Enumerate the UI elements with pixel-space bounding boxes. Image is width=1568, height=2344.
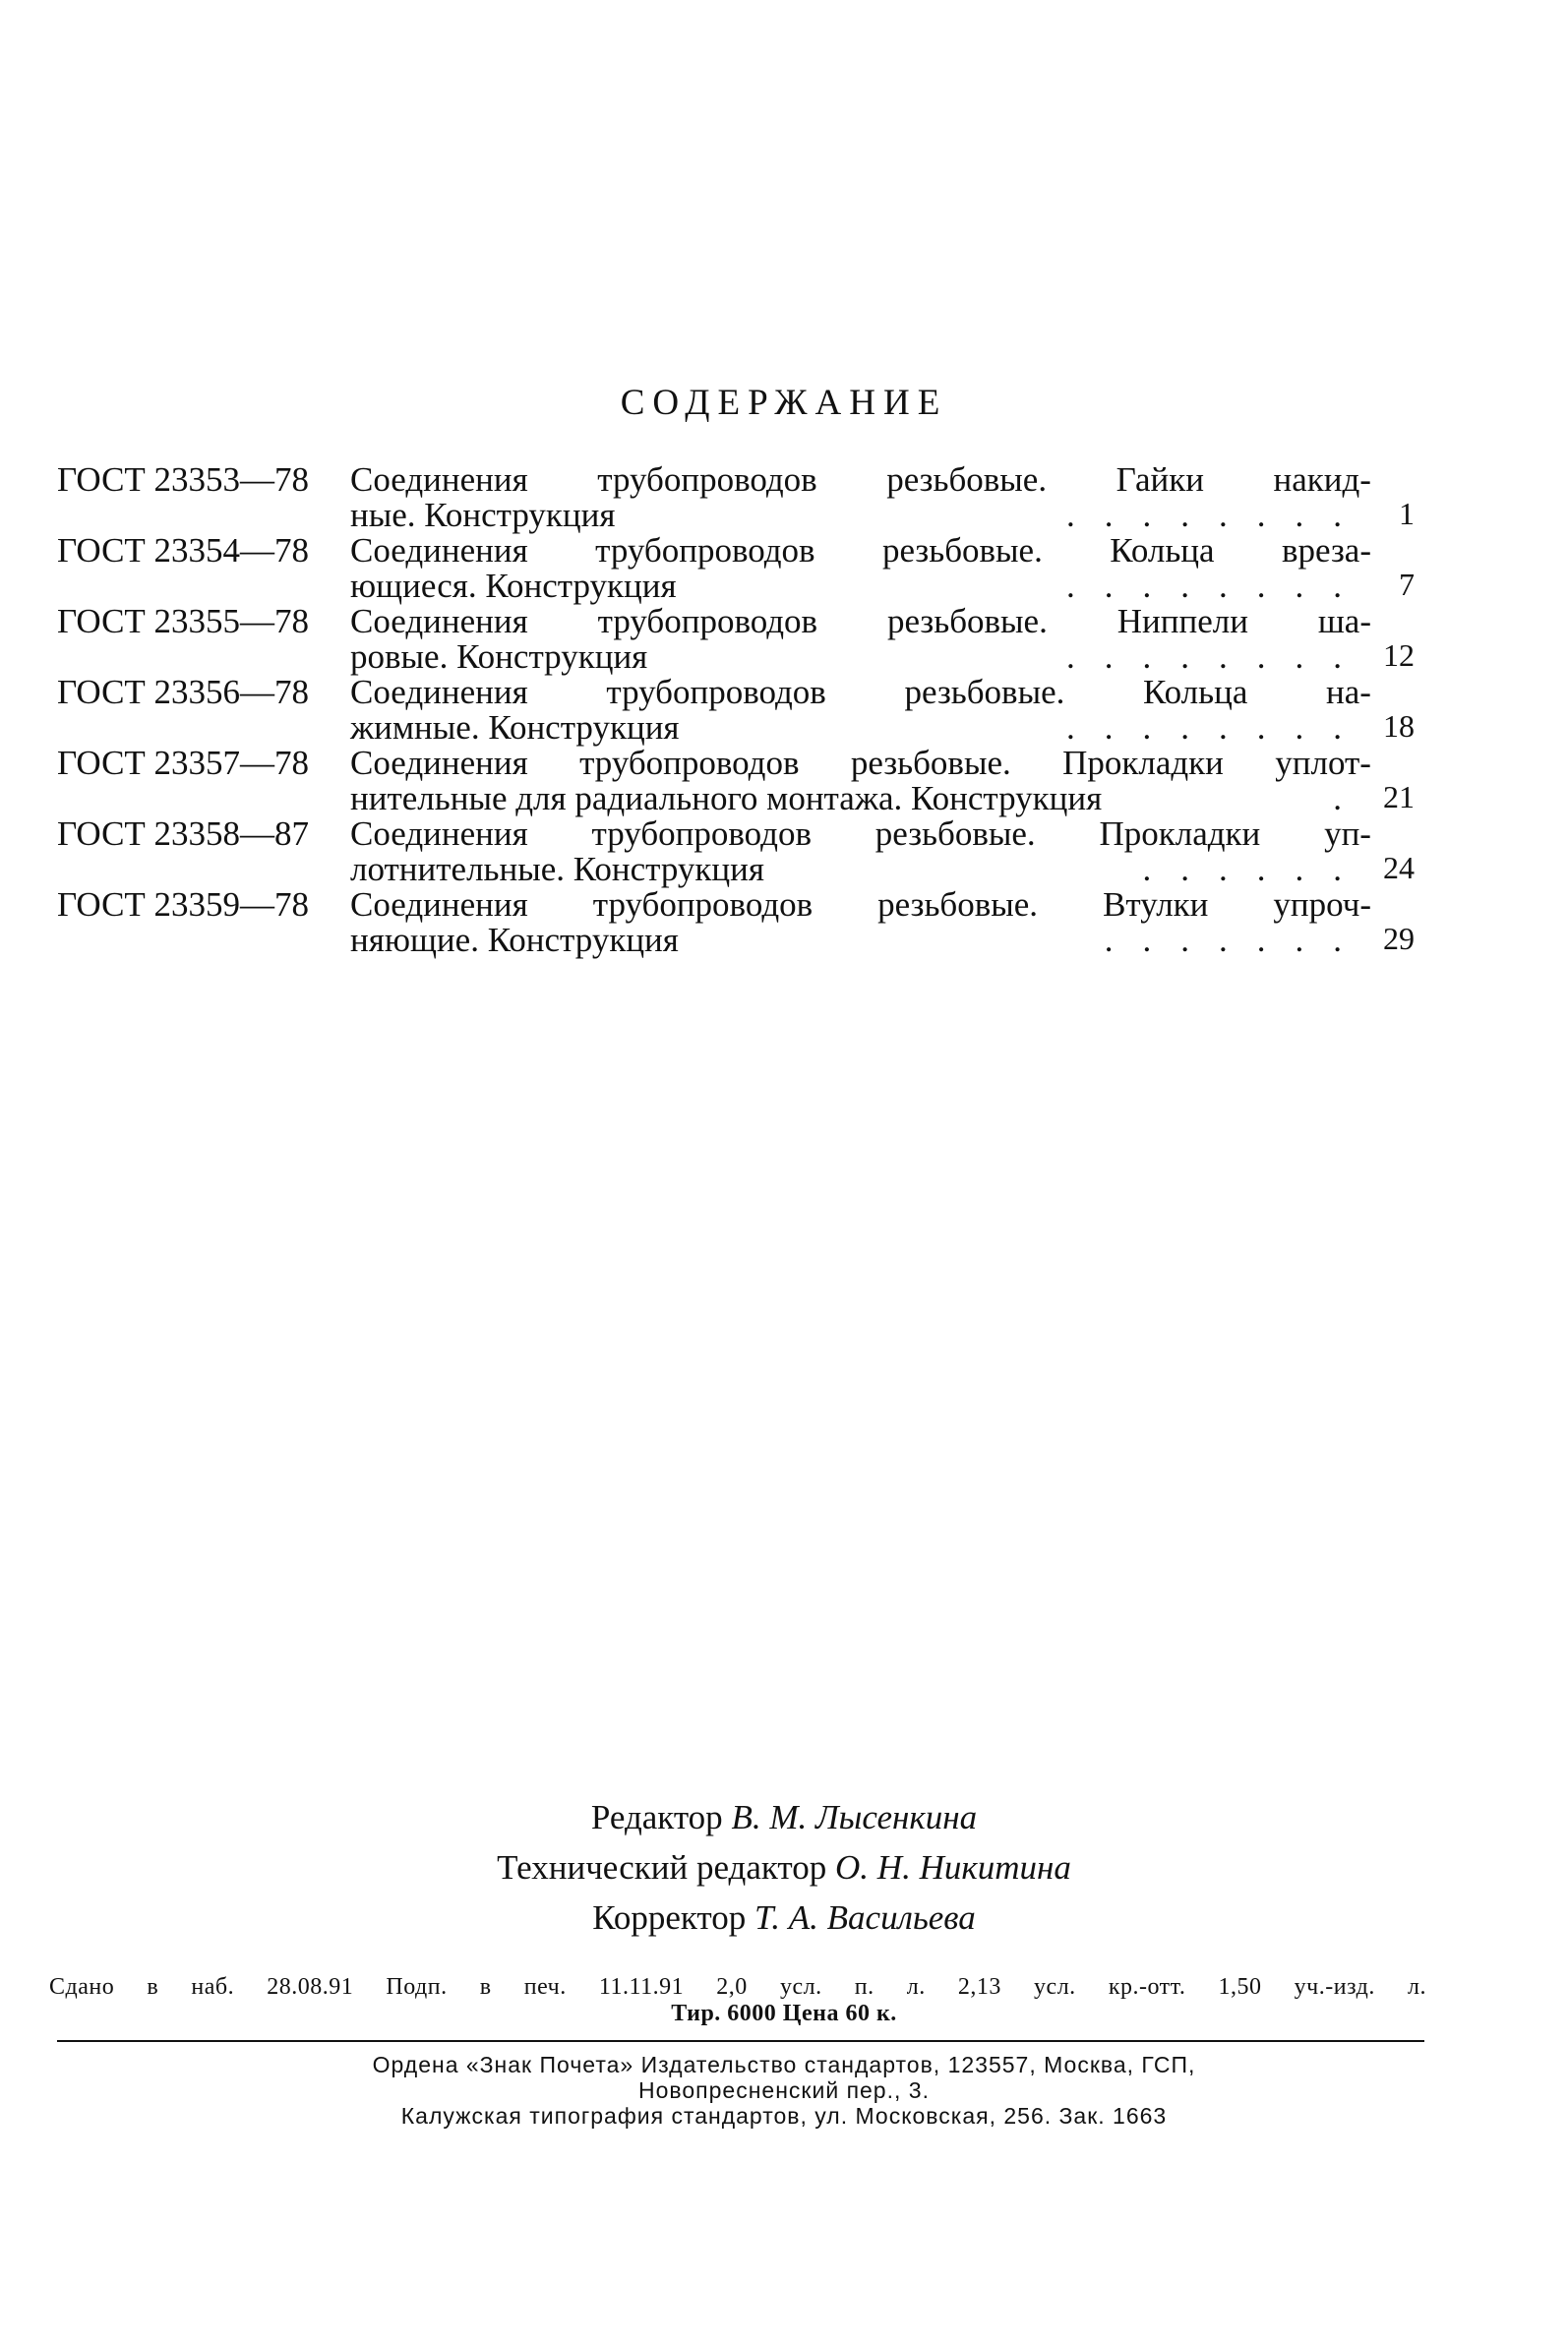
dot-leader: ........ — [1066, 637, 1371, 676]
print-imprint-line1: Сдано в наб. 28.08.91 Подп. в печ. 11.11.91 2,0 усл. п. л. 2,13 усл. кр.-отт. 1,50 уч.-изд. л. — [49, 1974, 1426, 2000]
dot-leader: ........ — [1066, 708, 1371, 747]
credits-block — [0, 1792, 1568, 1943]
dot-leader: ...... — [1142, 850, 1371, 888]
dot-leader: ........ — [1066, 496, 1371, 534]
toc-entry[interactable] — [57, 533, 1415, 604]
toc-word: уп- — [1324, 814, 1371, 853]
toc-word: трубопроводов — [606, 673, 826, 711]
toc-word: Гайки — [1116, 460, 1204, 499]
toc-word: Прокладки — [1062, 744, 1224, 782]
table-of-contents — [57, 462, 1415, 958]
toc-entry[interactable] — [57, 604, 1415, 675]
dot-leader: ....... — [1104, 921, 1371, 959]
toc-title-line2: жимные. Конструкция — [350, 708, 680, 747]
toc-title-line2: нительные для радиального монтажа. Конструкция — [350, 779, 1103, 817]
toc-word: резьбовые. — [877, 885, 1039, 924]
toc-word: резьбовые. — [886, 460, 1048, 499]
toc-entry[interactable] — [57, 462, 1415, 533]
toc-word: Соединения — [350, 814, 528, 853]
toc-word: трубопроводов — [597, 602, 818, 640]
toc-code: ГОСТ 23358—87 — [57, 814, 310, 853]
toc-code: ГОСТ 23354—78 — [57, 531, 310, 570]
publisher-line2: Новопресненский пер., 3. — [638, 2077, 930, 2103]
toc-word: Кольца — [1110, 531, 1215, 570]
toc-title-line1 — [350, 816, 1371, 852]
editor-label: Редактор — [590, 1798, 723, 1836]
toc-word: Соединения — [350, 673, 528, 711]
toc-page-number: 21 — [1383, 779, 1415, 814]
toc-title-line2: ровые. Конструкция — [350, 637, 648, 676]
toc-page-number: 18 — [1383, 708, 1415, 744]
toc-title-line2: ющиеся. Конструкция — [350, 567, 677, 605]
toc-word: Соединения — [350, 602, 528, 640]
toc-page-number: 12 — [1383, 637, 1415, 673]
toc-title-line1 — [350, 462, 1371, 498]
toc-word: Соединения — [350, 460, 528, 499]
publisher-line3: Калужская типография стандартов, ул. Московская, 256. Зак. 1663 — [400, 2103, 1168, 2129]
proofreader-label: Корректор — [592, 1898, 747, 1937]
toc-word: резьбовые. — [886, 602, 1048, 640]
toc-page-number: 1 — [1399, 496, 1415, 531]
publisher-block — [0, 2052, 1568, 2129]
tech-editor-label: Технический редактор — [497, 1848, 827, 1887]
toc-word: Соединения — [350, 744, 528, 782]
toc-title-line1 — [350, 604, 1371, 639]
toc-word: резьбовые. — [874, 814, 1036, 853]
publisher-line1: Ордена «Знак Почета» Издательство стандартов, 123557, Москва, ГСП, — [372, 2052, 1196, 2077]
toc-word: Втулки — [1103, 885, 1209, 924]
toc-word: трубопроводов — [595, 531, 815, 570]
toc-word: ша- — [1317, 602, 1371, 640]
toc-word: Прокладки — [1099, 814, 1261, 853]
proofreader-line — [0, 1893, 1568, 1943]
editor-line — [0, 1792, 1568, 1842]
toc-code: ГОСТ 23356—78 — [57, 673, 310, 711]
toc-page-number: 7 — [1399, 567, 1415, 602]
toc-word: вреза- — [1281, 531, 1371, 570]
toc-word: накид- — [1273, 460, 1371, 499]
dot-leader: . — [1333, 779, 1371, 817]
toc-entry[interactable] — [57, 816, 1415, 887]
toc-title-line1 — [350, 887, 1371, 923]
toc-word: упроч- — [1273, 885, 1371, 924]
toc-word: Соединения — [350, 885, 528, 924]
print-imprint-line2: Тир. 6000 Цена 60 к. — [671, 2001, 897, 2026]
dot-leader: ........ — [1066, 567, 1371, 605]
toc-word: Кольца — [1143, 673, 1248, 711]
toc-word: Соединения — [350, 531, 528, 570]
editor-name: В. М. Лысенкина — [731, 1798, 978, 1836]
toc-entry[interactable] — [57, 887, 1415, 958]
toc-code: ГОСТ 23359—78 — [57, 885, 310, 924]
toc-word: трубопроводов — [591, 814, 812, 853]
toc-code: ГОСТ 23355—78 — [57, 602, 310, 640]
toc-word: Ниппели — [1116, 602, 1248, 640]
toc-entry[interactable] — [57, 675, 1415, 746]
page-title: СОДЕРЖАНИЕ — [620, 383, 948, 423]
toc-title-line1 — [350, 675, 1371, 710]
toc-title-line2: лотнительные. Конструкция — [350, 850, 764, 888]
toc-title-line1 — [350, 533, 1371, 569]
toc-title-line2: ные. Конструкция — [350, 496, 616, 534]
toc-code: ГОСТ 23357—78 — [57, 744, 310, 782]
toc-word: резьбовые. — [904, 673, 1065, 711]
toc-word: трубопроводов — [592, 885, 814, 924]
tech-editor-name: О. Н. Никитина — [835, 1848, 1071, 1887]
toc-word: резьбовые. — [881, 531, 1043, 570]
tech-editor-line — [0, 1842, 1568, 1893]
toc-word: резьбовые. — [850, 744, 1011, 782]
toc-title-line1 — [350, 746, 1371, 781]
toc-word: уплот- — [1275, 744, 1371, 782]
toc-word: трубопроводов — [579, 744, 800, 782]
toc-word: трубопроводов — [597, 460, 817, 499]
toc-page-number: 29 — [1383, 921, 1415, 956]
toc-code: ГОСТ 23353—78 — [57, 460, 310, 499]
divider-rule — [57, 2040, 1424, 2042]
toc-entry[interactable] — [57, 746, 1415, 816]
toc-word: на- — [1326, 673, 1371, 711]
toc-title-line2: няющие. Конструкция — [350, 921, 679, 959]
proofreader-name: Т. А. Васильева — [754, 1898, 976, 1937]
toc-page-number: 24 — [1383, 850, 1415, 885]
